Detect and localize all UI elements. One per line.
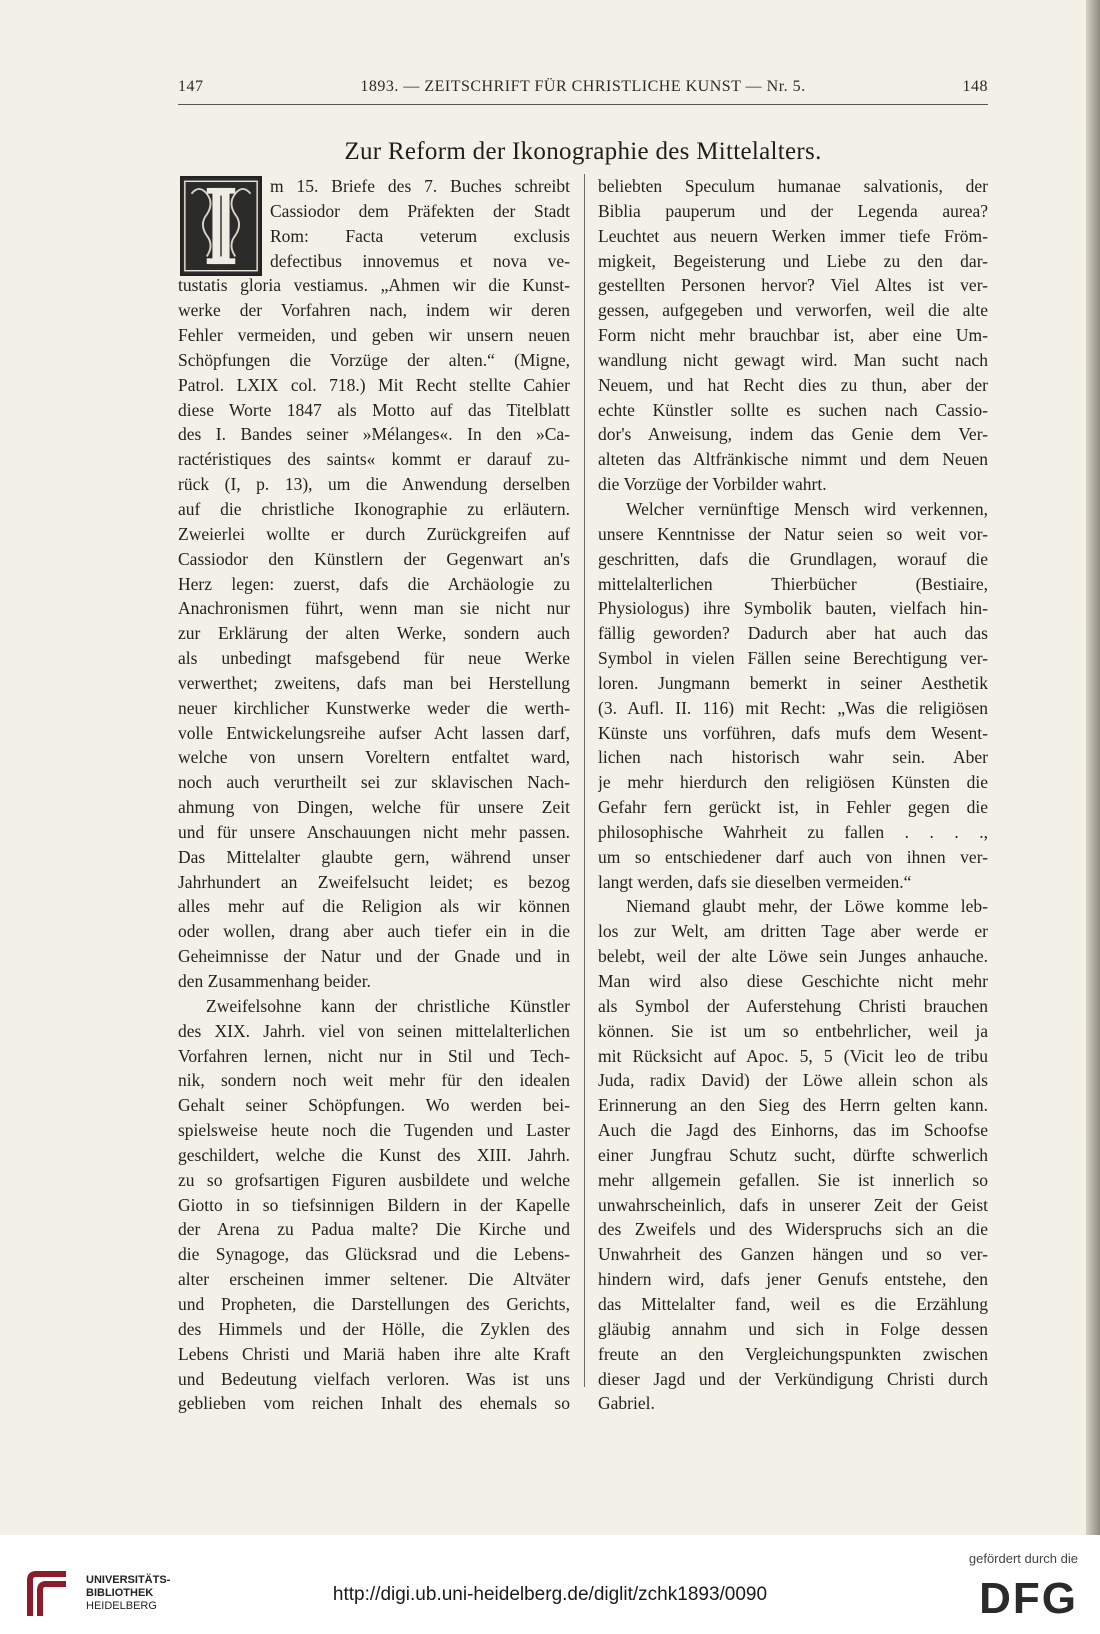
text-line: und für unsere Anschauungen nicht mehr passen. — [178, 821, 570, 842]
text-line: defectibus innovemus et nova ve- — [270, 250, 570, 271]
text-line: können. Sie ist um so entbehrlicher, weil ja — [598, 1020, 988, 1041]
text-line: je mehr hierdurch den religiösen Künsten die — [598, 772, 988, 793]
text-line: um so entschiedener darf auch von ihnen ver- — [598, 846, 988, 867]
article-title: Zur Reform der Ikonographie des Mittelalters. — [344, 138, 822, 165]
page-number-left: 147 — [178, 78, 204, 95]
text-line: als Symbol der Auferstehung Christi brauchen — [598, 995, 988, 1016]
text-line: mittelalterlichen Thierbücher (Bestiaire, — [598, 573, 988, 594]
text-line: zur Erklärung der alten Werke, sondern auch — [178, 623, 570, 644]
text-line: migkeit, Begeisterung und Liebe zu den dar- — [598, 250, 988, 271]
text-line: gläubig annahm und sich in Folge dessen — [598, 1318, 988, 1339]
text-line: wandlung nicht gewagt wird. Man sucht nach — [598, 349, 988, 370]
text-line: neuer kirchlicher Kunstwerke weder die werth- — [178, 697, 570, 718]
text-line: Schöpfungen die Vorzüge der alten.“ (Migne, — [178, 349, 570, 370]
text-line: Physiologus) ihre Symbolik bauten, vielfach hin- — [598, 598, 988, 619]
text-line: langt werden, dafs sie dieselben vermeiden.“ — [598, 871, 912, 892]
text-line: Erinnerung an den Sieg des Herrn gelten kann. — [598, 1095, 988, 1116]
text-line: Anachronismen führt, wenn man sie nicht nur — [178, 598, 570, 619]
text-line: alter erscheinen immer seltener. Die Altväter — [178, 1269, 570, 1290]
text-line: Auch die Jagd des Einhorns, das im Schoofse — [598, 1120, 988, 1141]
column-divider — [584, 174, 585, 1387]
text-line: des Himmels und der Hölle, die Zyklen des — [178, 1318, 570, 1339]
text-line: tustatis gloria vestiamus. „Ahmen wir die Kunst- — [178, 275, 570, 296]
text-line: gessen, aufgegeben und verworfen, weil die alte — [598, 300, 988, 321]
text-line: Zweierlei wollte er durch Zurückgreifen auf — [178, 523, 570, 544]
text-line: noch auch verurtheilt sei zur sklavischen Nach- — [178, 772, 570, 793]
text-line: Symbol in vielen Fällen seine Berechtigung ver- — [598, 648, 988, 669]
text-line: Leuchtet aus neuern Werken immer tiefe Fröm- — [598, 225, 988, 246]
text-line: m 15. Briefe des 7. Buches schreibt — [270, 176, 570, 196]
text-line: Rom: Facta veterum exclusis — [270, 225, 570, 246]
right-column — [598, 174, 988, 1416]
dfg-logo: DFG — [979, 1574, 1078, 1623]
text-line: philosophische Wahrheit zu fallen . . . ., — [598, 821, 988, 842]
library-line-2: BIBLIOTHEK — [86, 1587, 154, 1599]
text-line: als unbedingt mafsgebend für neue Werke — [178, 648, 570, 669]
journal-header: 1893. — ZEITSCHRIFT FÜR CHRISTLICHE KUNST — Nr. 5. — [360, 78, 806, 95]
text-line: gestellten Personen hervor? Viel Altes ist ver- — [598, 275, 988, 296]
header-rule — [178, 104, 988, 105]
text-line: Neuem, und hat Recht dies zu thun, aber der — [598, 374, 988, 395]
text-line: spielsweise heute noch die Tugenden und Laster — [178, 1120, 570, 1141]
text-line: Cassiodor den Künstlern der Gegenwart an's — [178, 548, 570, 569]
text-line: und Bedeutung vielfach verloren. Was ist uns — [178, 1368, 570, 1389]
text-line: und Propheten, die Darstellungen des Gerichts, — [178, 1293, 570, 1314]
text-line: mehr allgemein gefallen. Sie ist innerlich so — [598, 1169, 988, 1190]
text-line: Niemand glaubt mehr, der Löwe komme leb- — [626, 896, 988, 917]
text-line: volle Entwickelungsreihe aufser Acht lassen darf, — [178, 722, 570, 743]
funded-by-label: gefördert durch die — [968, 1551, 1078, 1566]
text-line: geschritten, dafs die Grundlagen, worauf die — [598, 548, 988, 569]
text-line: Herz legen: zuerst, dafs die Archäologie zu — [178, 573, 570, 594]
text-line: die Synagoge, das Glücksrad und die Lebens- — [178, 1244, 570, 1265]
left-column — [178, 174, 570, 1416]
text-line: alles mehr auf die Religion als wir können — [178, 896, 570, 917]
text-line: Vorfahren lernen, nicht nur in Stil und Tech- — [178, 1045, 570, 1066]
text-line: nik, sondern noch weit mehr für den idealen — [178, 1070, 570, 1091]
text-line: hindern wird, dafs jener Genufs entstehe, den — [598, 1269, 988, 1290]
text-line: Cassiodor dem Präfekten der Stadt — [270, 200, 570, 221]
text-line: Unwahrheit des Ganzen hängen und so ver- — [598, 1244, 988, 1265]
text-line: des I. Bandes seiner »Mélanges«. In den »Ca- — [178, 424, 570, 445]
text-line: los zur Welt, am dritten Tage aber werde er — [598, 921, 988, 942]
text-line: Gabriel. — [598, 1393, 655, 1414]
text-line: die Vorzüge der Vorbilder wahrt. — [598, 474, 827, 495]
text-line: Juda, radix David) der Löwe allein schon als — [598, 1070, 988, 1091]
text-line: das Mittelalter fand, weil es die Erzählung — [598, 1293, 988, 1314]
text-line: alteten das Altfränkische nimmt und dem Neuen — [598, 449, 988, 470]
text-line: unwahrscheinlich, dafs in unserer Zeit der Geist — [598, 1194, 988, 1215]
page-edge — [1086, 0, 1100, 1535]
text-line: ractéristiques des saints« kommt er darauf zu- — [178, 449, 570, 470]
text-line: Giotto in so tiefsinnigen Bildern in der Kapelle — [178, 1194, 570, 1215]
library-line-3: HEIDELBERG — [86, 1600, 157, 1612]
text-line: auf die christliche Ikonographie zu erläutern. — [178, 498, 570, 519]
text-line: Geheimnisse der Natur und der Gnade und in — [178, 946, 570, 967]
text-line: welche von unsern Voreltern entfaltet ward, — [178, 747, 570, 768]
text-line: werke der Vorfahren nach, indem wir deren — [178, 300, 570, 321]
text-line: fällig geworden? Dadurch aber hat auch das — [598, 623, 988, 644]
text-line: geblieben vom reichen Inhalt des ehemals so — [178, 1393, 570, 1414]
text-line: dor's Anweisung, indem das Genie dem Ver- — [598, 424, 988, 445]
text-line: oder wollen, drang aber auch tiefer ein in die — [178, 921, 570, 942]
text-line: Künste uns vorführen, dafs mufs dem Wesent- — [598, 722, 988, 743]
text-line: Biblia pauperum und der Legenda aurea? — [598, 200, 988, 221]
text-line: Man wird also diese Geschichte nicht mehr — [598, 971, 988, 991]
text-line: Jahrhundert an Zweifelsucht leidet; es bezog — [178, 871, 570, 892]
library-line-1: UNIVERSITÄTS- — [86, 1574, 171, 1586]
text-line: zu so grofsartigen Figuren ausbildete und welche — [178, 1169, 570, 1190]
text-line: echte Künstler sollte es suchen nach Cassio- — [598, 399, 988, 420]
text-line: Fehler vermeiden, und geben wir unsern neuen — [178, 325, 570, 346]
text-line: des Zweifels und des Widerspruchs sich an die — [598, 1219, 988, 1240]
text-line: des XIX. Jahrh. viel von seinen mittelalterlichen — [178, 1020, 570, 1041]
text-line: belebt, weil der alte Löwe sein Junges anhauche. — [598, 946, 988, 967]
text-line: geschildert, welche die Kunst des XIII. Jahrh. — [178, 1144, 570, 1165]
text-line: der Arena zu Padua malte? Die Kirche und — [178, 1219, 570, 1240]
text-line: (3. Aufl. II. 116) mit Recht: „Was die religiösen — [598, 697, 988, 718]
text-line: Gehalt seiner Schöpfungen. Wo werden bei- — [178, 1095, 570, 1116]
text-line: Zweifelsohne kann der christliche Künstler — [206, 995, 570, 1016]
page-number-right: 148 — [962, 78, 988, 95]
text-line: dieser Jagd und der Verkündigung Christi durch — [598, 1368, 988, 1389]
text-line: Das Mittelalter glaubte gern, während unser — [178, 846, 570, 867]
text-line: ahmung von Dingen, welche für unsere Zeit — [178, 797, 570, 818]
text-line: Form nicht mehr brauchbar ist, aber eine Um- — [598, 325, 988, 346]
text-line: Welcher vernünftige Mensch wird verkennen, — [626, 498, 988, 519]
text-line: diese Worte 1847 als Motto auf das Titelblatt — [178, 399, 570, 420]
text-line: rück (I, p. 13), um die Anwendung derselben — [178, 474, 570, 495]
running-header — [178, 78, 988, 102]
text-line: Patrol. LXIX col. 718.) Mit Recht stellte Cahier — [178, 374, 570, 395]
text-line: verwerthet; zweitens, dafs man bei Herstellung — [178, 672, 570, 693]
text-line: den Zusammenhang beider. — [178, 971, 371, 991]
text-line: Gefahr fern gerückt ist, in Fehler gegen die — [598, 797, 988, 818]
text-line: einer Jungfrau Schutz sucht, dürfte schwerlich — [598, 1144, 988, 1165]
text-line: beliebten Speculum humanae salvationis, der — [598, 176, 988, 196]
text-line: mit Rücksicht auf Apoc. 5, 5 (Vicit leo de tribu — [598, 1045, 988, 1066]
text-line: unsere Kenntnisse der Natur seien so weit vor- — [598, 523, 988, 544]
text-line: freute an den Vergleichungspunkten zwischen — [598, 1343, 988, 1364]
permalink-url[interactable]: http://digi.ub.uni-heidelberg.de/diglit/zchk1893/0090 — [332, 1584, 768, 1605]
text-line: lichen nach historisch wahr sein. Aber — [598, 747, 988, 768]
text-line: loren. Jungmann bemerkt in seiner Aesthetik — [598, 672, 988, 693]
text-line: Lebens Christi und Mariä haben ihre alte Kraft — [178, 1343, 570, 1364]
